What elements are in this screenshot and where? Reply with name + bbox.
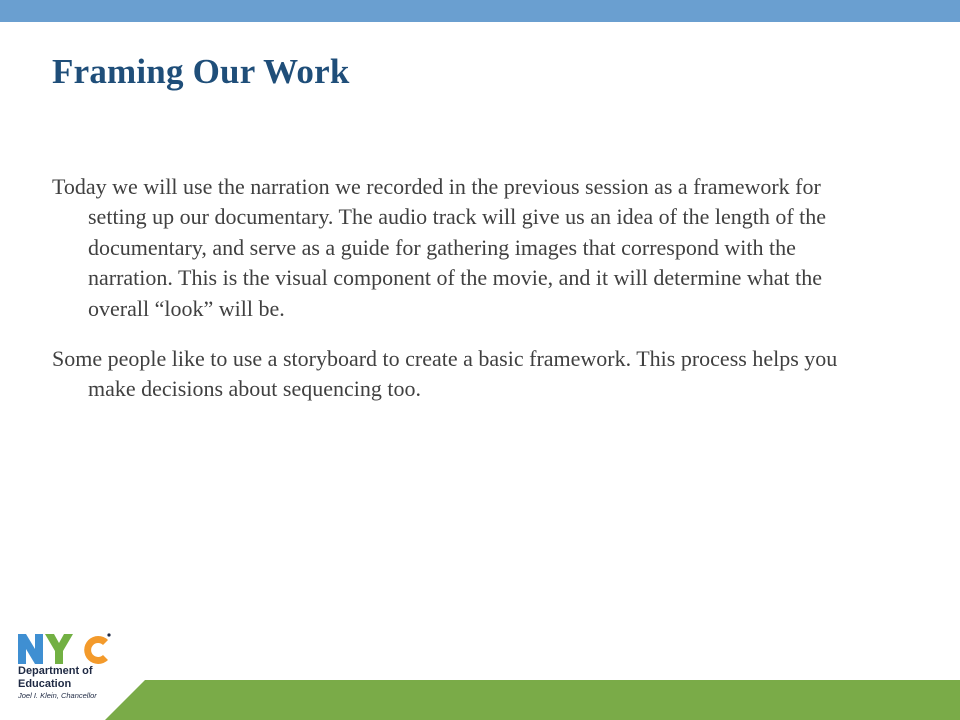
paragraph-2: Some people like to use a storyboard to create a basic framework. This process helps you make decisions about sequencing too. [52, 346, 838, 402]
logo-department-text [18, 665, 93, 691]
slide-title: Framing Our Work [52, 52, 350, 91]
logo-department-line2: Education [18, 678, 72, 690]
slide-body [52, 172, 842, 425]
nyc-letters-logo [16, 630, 112, 670]
nyc-doe-logo [16, 630, 116, 706]
paragraph-1: Today we will use the narration we recorded in the previous session as a framework for setting up our documentary. The audio track will give us an idea of the length of the documentary, and serve as a guide for gathering images that correspond with the narration. This is the visual component of the movie, and it will determine what the overall “look” will be. [52, 174, 827, 321]
top-accent-bar [0, 0, 960, 22]
logo-chancellor-text: Joel I. Klein, Chancellor [18, 691, 97, 700]
logo-department-line1: Department of [18, 665, 93, 677]
